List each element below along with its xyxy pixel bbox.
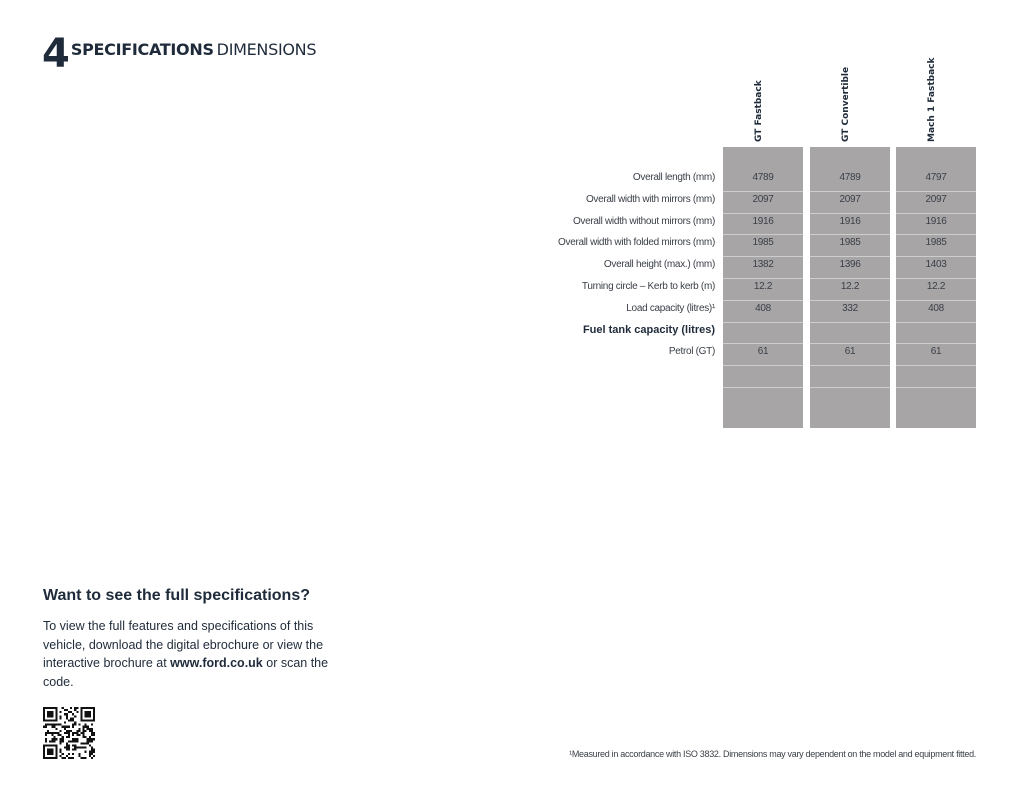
footnote: ¹Measured in accordance with ISO 3832. Dimensions may vary dependent on the model and equipment fitted. [569,749,976,759]
row-divider [896,387,976,388]
row-divider [723,256,803,257]
table-cell: 4789 [752,172,774,183]
row-divider [723,234,803,235]
cta-body-tail: or scan the code. [43,656,329,689]
table-cell: 1916 [925,216,947,227]
row-section-heading: Fuel tank capacity (litres) [582,324,715,336]
column-header: GT Convertible [841,66,851,142]
row-divider [723,322,803,323]
row-label: Load capacity (litres)¹ [626,303,715,314]
row-divider [723,213,803,214]
row-divider [723,300,803,301]
row-divider [896,278,976,279]
row-divider [810,365,890,366]
cta-body [43,617,353,691]
row-divider [810,387,890,388]
row-label: Turning circle – Kerb to kerb (m) [581,281,715,292]
row-divider [723,387,803,388]
header-title [71,40,316,59]
row-divider [723,278,803,279]
row-divider [896,343,976,344]
row-divider [810,256,890,257]
table-cell: 61 [757,346,769,357]
row-divider [810,278,890,279]
row-divider [896,256,976,257]
table-cell: 4789 [839,172,861,183]
row-divider [810,343,890,344]
table-cell: 4797 [925,172,947,183]
column-header: GT Fastback [754,80,764,142]
row-divider [810,322,890,323]
row-label: Overall width with folded mirrors (mm) [558,237,715,248]
table-cell: 2097 [752,194,774,205]
row-label: Overall height (max.) (mm) [603,259,715,270]
table-cell: 12.2 [753,281,773,292]
table-cell: 12.2 [926,281,946,292]
row-divider [896,234,976,235]
row-label: Overall length (mm) [632,172,715,183]
section-number: 4 [42,31,69,77]
table-cell: 2097 [839,194,861,205]
header-title-main: SPECIFICATIONS [70,40,214,59]
table-cell: 61 [844,346,856,357]
row-label: Overall width with mirrors (mm) [585,194,715,205]
table-cell: 1403 [925,259,947,270]
table-cell: 1985 [925,237,947,248]
row-divider [896,322,976,323]
table-cell: 12.2 [840,281,860,292]
row-divider [896,300,976,301]
table-cell: 408 [755,303,771,314]
table-cell: 332 [842,303,858,314]
row-label: Petrol (GT) [668,346,715,357]
header-title-sub: DIMENSIONS [216,40,317,59]
table-cell: 61 [930,346,942,357]
table-cell: 1396 [839,259,861,270]
row-label: Overall width without mirrors (mm) [572,216,715,227]
table-cell: 1916 [752,216,774,227]
cta-body-text: To view the full features and specifications of this vehicle, download the digital ebrochure or view the interactive brochure at [43,619,324,670]
row-divider [810,191,890,192]
row-divider [896,191,976,192]
page-header [42,31,317,77]
row-divider [810,300,890,301]
cta-title: Want to see the full specifications? [43,587,310,604]
row-divider [723,365,803,366]
row-divider [896,365,976,366]
table-cell: 408 [928,303,944,314]
row-divider [896,213,976,214]
column-header: Mach 1 Fastback [927,57,937,142]
website-link[interactable]: www.ford.co.uk [170,656,263,670]
table-cell: 1985 [752,237,774,248]
table-cell: 1916 [839,216,861,227]
qr-code-icon[interactable] [43,707,95,759]
table-cell: 1382 [752,259,774,270]
row-divider [723,191,803,192]
row-divider [723,343,803,344]
row-divider [810,213,890,214]
table-cell: 1985 [839,237,861,248]
table-cell: 2097 [925,194,947,205]
row-divider [810,234,890,235]
